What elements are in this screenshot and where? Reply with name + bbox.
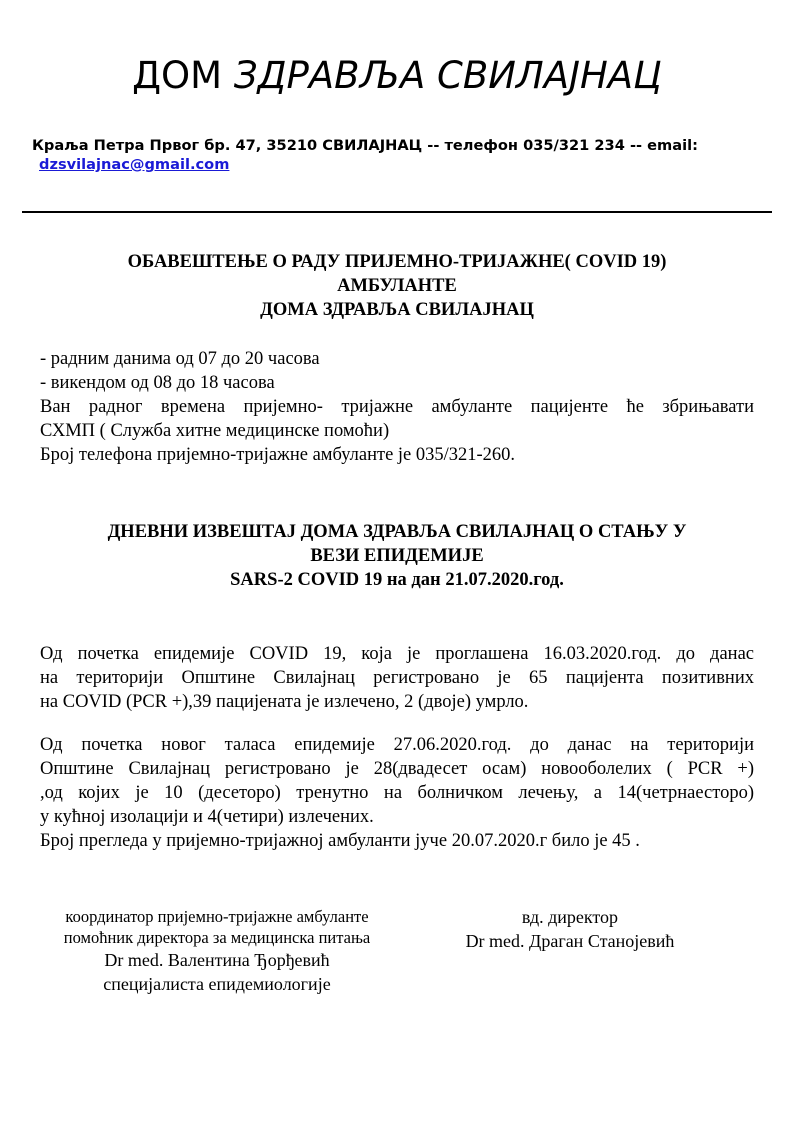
signature-left xyxy=(22,906,412,996)
phone-text: Број телефона пријемно-тријажне амбуланте је 035/321-260. xyxy=(40,445,516,465)
report-heading xyxy=(40,520,754,592)
title-italic: ЗДРАВЉА СВИЛАЈНАЦ xyxy=(233,54,662,97)
header-divider xyxy=(22,211,772,213)
signature-right xyxy=(440,905,700,953)
institution-title xyxy=(0,54,794,98)
paragraph-1-line: на COVID (PCR +),39 пацијената је излечено, 2 (двоје) умрло. xyxy=(40,692,529,712)
title-plain: ДОМ xyxy=(132,54,223,97)
paragraph-1-line: Од почетка епидемије COVID 19, која је проглашена 16.03.2020.год. до данас xyxy=(40,644,754,664)
paragraph-2-line: Број прегледа у пријемно-тријажној амбуланти јуче 20.07.2020.г било је 45 . xyxy=(40,831,640,851)
signature-left-title: специјалиста епидемиологије xyxy=(103,974,331,994)
notice-heading xyxy=(40,250,754,322)
signature-left-name: Dr med. Валентина Ђорђевић xyxy=(104,950,330,970)
address-line: Краља Петра Првог бр. 47, 35210 СВИЛАЈНАЦ -- телефон 035/321 234 -- email: xyxy=(32,137,698,154)
paragraph-2-line: Општине Свилајнац регистровано је 28(двадесет осам) новооболелих ( PCR +) xyxy=(40,759,754,779)
signature-right-name: Dr med. Драган Станојевић xyxy=(465,931,675,951)
after-hours-text-cont: СХМП ( Служба хитне медицинске помоћи) xyxy=(40,421,390,441)
report-heading-line: ДНЕВНИ ИЗВЕШТАЈ ДОМА ЗДРАВЉА СВИЛАЈНАЦ О СТАЊУ У xyxy=(107,522,687,542)
paragraph-2-line: у кућној изолацији и 4(четири) излечених. xyxy=(40,807,374,827)
notice-heading-line: ДОМА ЗДРАВЉА СВИЛАЈНАЦ xyxy=(260,300,534,320)
report-heading-line: ВЕЗИ ЕПИДЕМИЈЕ xyxy=(310,546,484,566)
signature-left-role: координатор пријемно-тријажне амбуланте xyxy=(65,907,369,926)
paragraph-2-line: ,од којих је 10 (десеторо) тренутно на болничком лечењу, а 14(четрнаесторо) xyxy=(40,783,754,803)
signature-right-role: вд. директор xyxy=(521,907,619,927)
notice-heading-line: ОБАВЕШТЕЊЕ О РАДУ ПРИЈЕМНО-ТРИЈАЖНЕ( COVID 19) xyxy=(127,252,667,272)
paragraph-2-line: Од почетка новог таласа епидемије 27.06.2020.год. до данас на територији xyxy=(40,735,754,755)
hours-weekend: - викендом од 08 до 18 часова xyxy=(40,373,275,393)
hours-weekdays: - радним данима од 07 до 20 часова xyxy=(40,349,320,369)
signature-left-role: помоћник директора за медицинска питања xyxy=(63,928,371,947)
email-link[interactable]: dzsvilajnac@gmail.com xyxy=(39,156,230,173)
paragraph-1-line: на територији Општине Свилајнац регистровано је 65 пацијента позитивних xyxy=(40,668,754,688)
report-heading-line: SARS-2 COVID 19 на дан 21.07.2020.год. xyxy=(230,570,564,590)
notice-heading-line: АМБУЛАНТЕ xyxy=(337,276,457,296)
after-hours-text: Ван радног времена пријемно- тријажне амбуланте пацијенте ће збрињавати xyxy=(40,397,754,417)
